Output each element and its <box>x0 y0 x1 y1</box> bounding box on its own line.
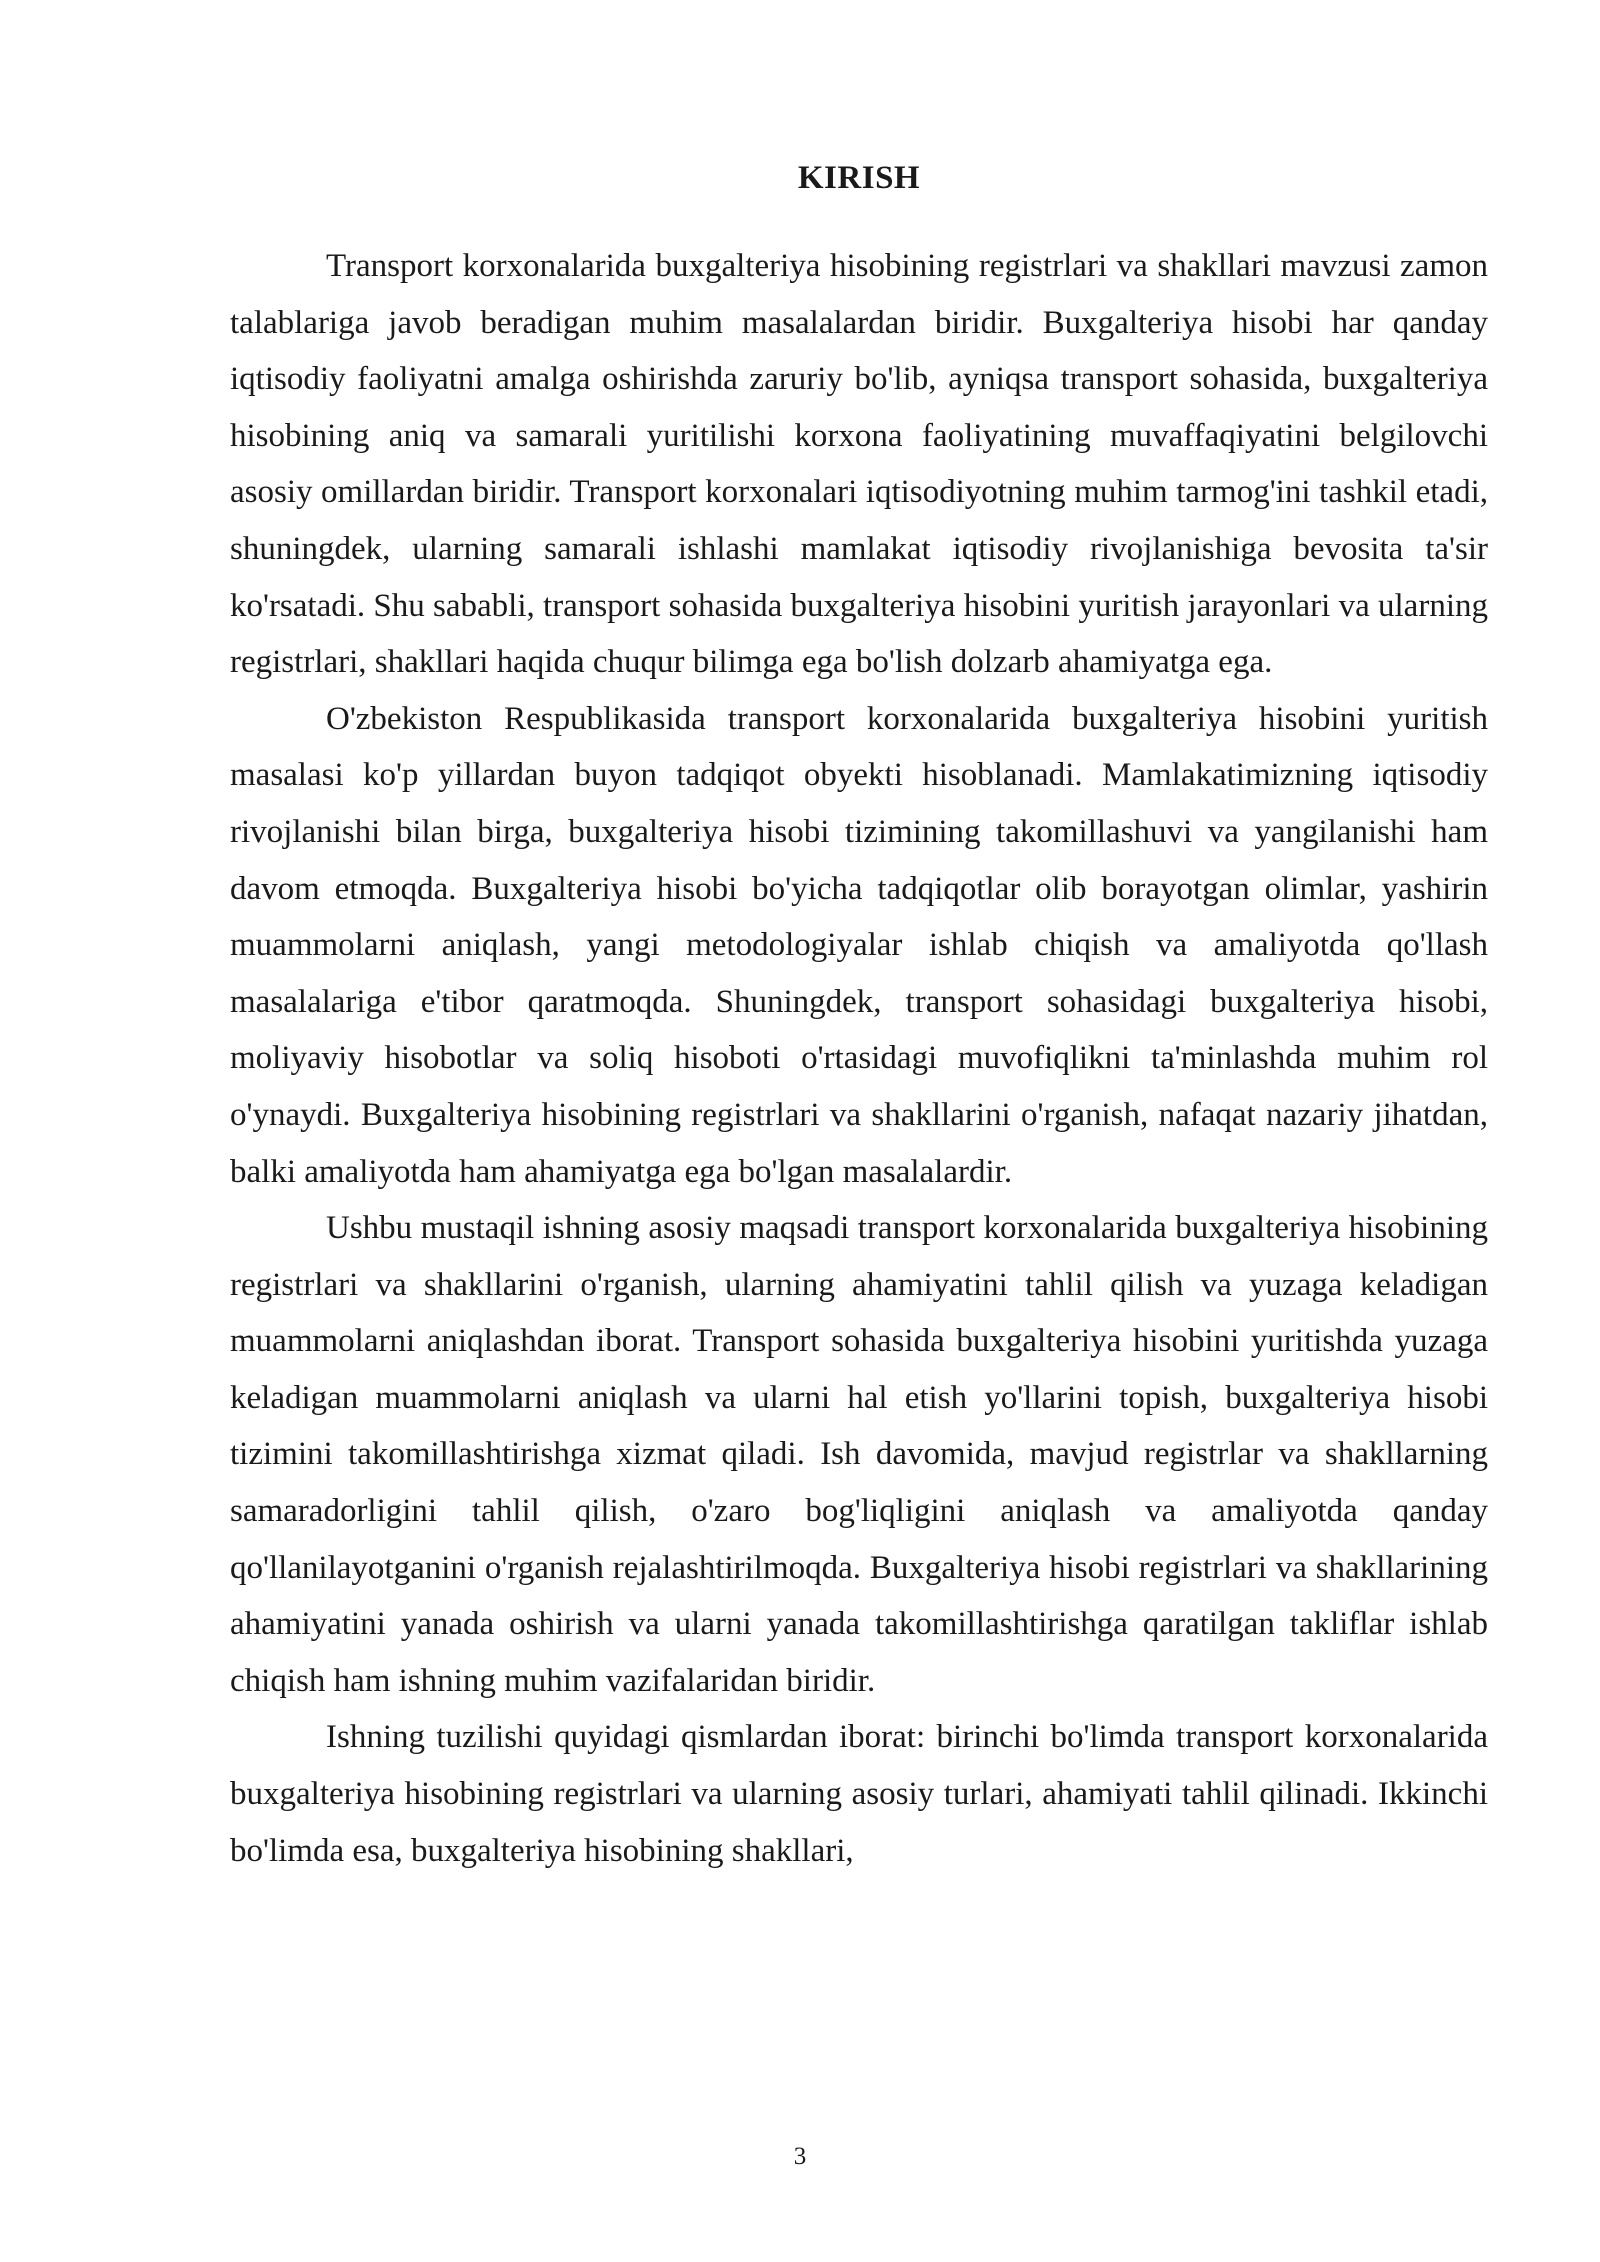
body-paragraph-2: O'zbekiston Respublikasida transport korxonalarida buxgalteriya hisobini yuritish masalasi ko'p yillardan buyon tadqiqot obyekti hisoblanadi. Mamlakatimizning iqtisodiy rivojlanishi bilan birga, buxgalteriya hisobi tizimining takomillashuvi va yangilanishi ham davom etmoqda. Buxgalteriya hisobi bo'yicha tadqiqotlar olib borayotgan olimlar, yashirin muammolarni aniqlash, yangi metodologiyalar ishlab chiqish va amaliyotda qo'llash masalalariga e'tibor qaratmoqda. Shuningdek, transport sohasidagi buxgalteriya hisobi, moliyaviy hisobotlar va soliq hisoboti o'rtasidagi muvofiqlikni ta'minlashda muhim rol o'ynaydi. Buxgalteriya hisobining registrlari va shakllarini o'rganish, nafaqat nazariy jihatdan, balki amaliyotda ham ahamiyatga ega bo'lgan masalalardir. <box>230 700 1488 1190</box>
body-paragraph-4: Ishning tuzilishi quyidagi qismlardan iborat: birinchi bo'limda transport korxonalarida buxgalteriya hisobining registrlari va ularning asosiy turlari, ahamiyati tahlil qilinadi. Ikkinchi bo'limda esa, buxgalteriya hisobining shakllari, <box>230 1719 1488 1869</box>
section-heading: KIRISH <box>797 160 921 196</box>
body-paragraph-1: Transport korxonalarida buxgalteriya hisobining registrlari va shakllari mavzusi zamon talablariga javob beradigan muhim masalalardan biridir. Buxgalteriya hisobi har qanday iqtisodiy faoliyatni amalga oshirishda zaruriy bo'lib, ayniqsa transport sohasida, buxgalteriya hisobining aniq va samarali yuritilishi korxona faoliyatining muvaffaqiyatini belgilovchi asosiy omillardan biridir. Transport korxonalari iqtisodiyotning muhim tarmog'ini tashkil etadi, shuningdek, ularning samarali ishlashi mamlakat iqtisodiy rivojlanishiga bevosita ta'sir ko'rsatadi. Shu sababli, transport sohasida buxgalteriya hisobini yuritish jarayonlari va ularning registrlari, shakllari haqida chuqur bilimga ega bo'lish dolzarb ahamiyatga ega. <box>230 248 1488 681</box>
body-paragraph-3: Ushbu mustaqil ishning asosiy maqsadi transport korxonalarida buxgalteriya hisobining registrlari va shakllarini o'rganish, ularning ahamiyatini tahlil qilish va yuzaga keladigan muammolarni aniqlashdan iborat. Transport sohasida buxgalteriya hisobini yuritishda yuzaga keladigan muammolarni aniqlash va ularni hal etish yo'llarini topish, buxgalteriya hisobi tizimini takomillashtirishga xizmat qiladi. Ish davomida, mavjud registrlar va shakllarning samaradorligini tahlil qilish, o'zaro bog'liqligini aniqlash va amaliyotda qanday qo'llanilayotganini o'rganish rejalashtirilmoqda. Buxgalteriya hisobi registrlari va shakllarining ahamiyatini yanada oshirish va ularni yanada takomillashtirishga qaratilgan takliflar ishlab chiqish ham ishning muhim vazifalaridan biridir. <box>230 1210 1488 1699</box>
page-content <box>230 158 1488 1879</box>
page-number: 3 <box>793 2143 807 2170</box>
